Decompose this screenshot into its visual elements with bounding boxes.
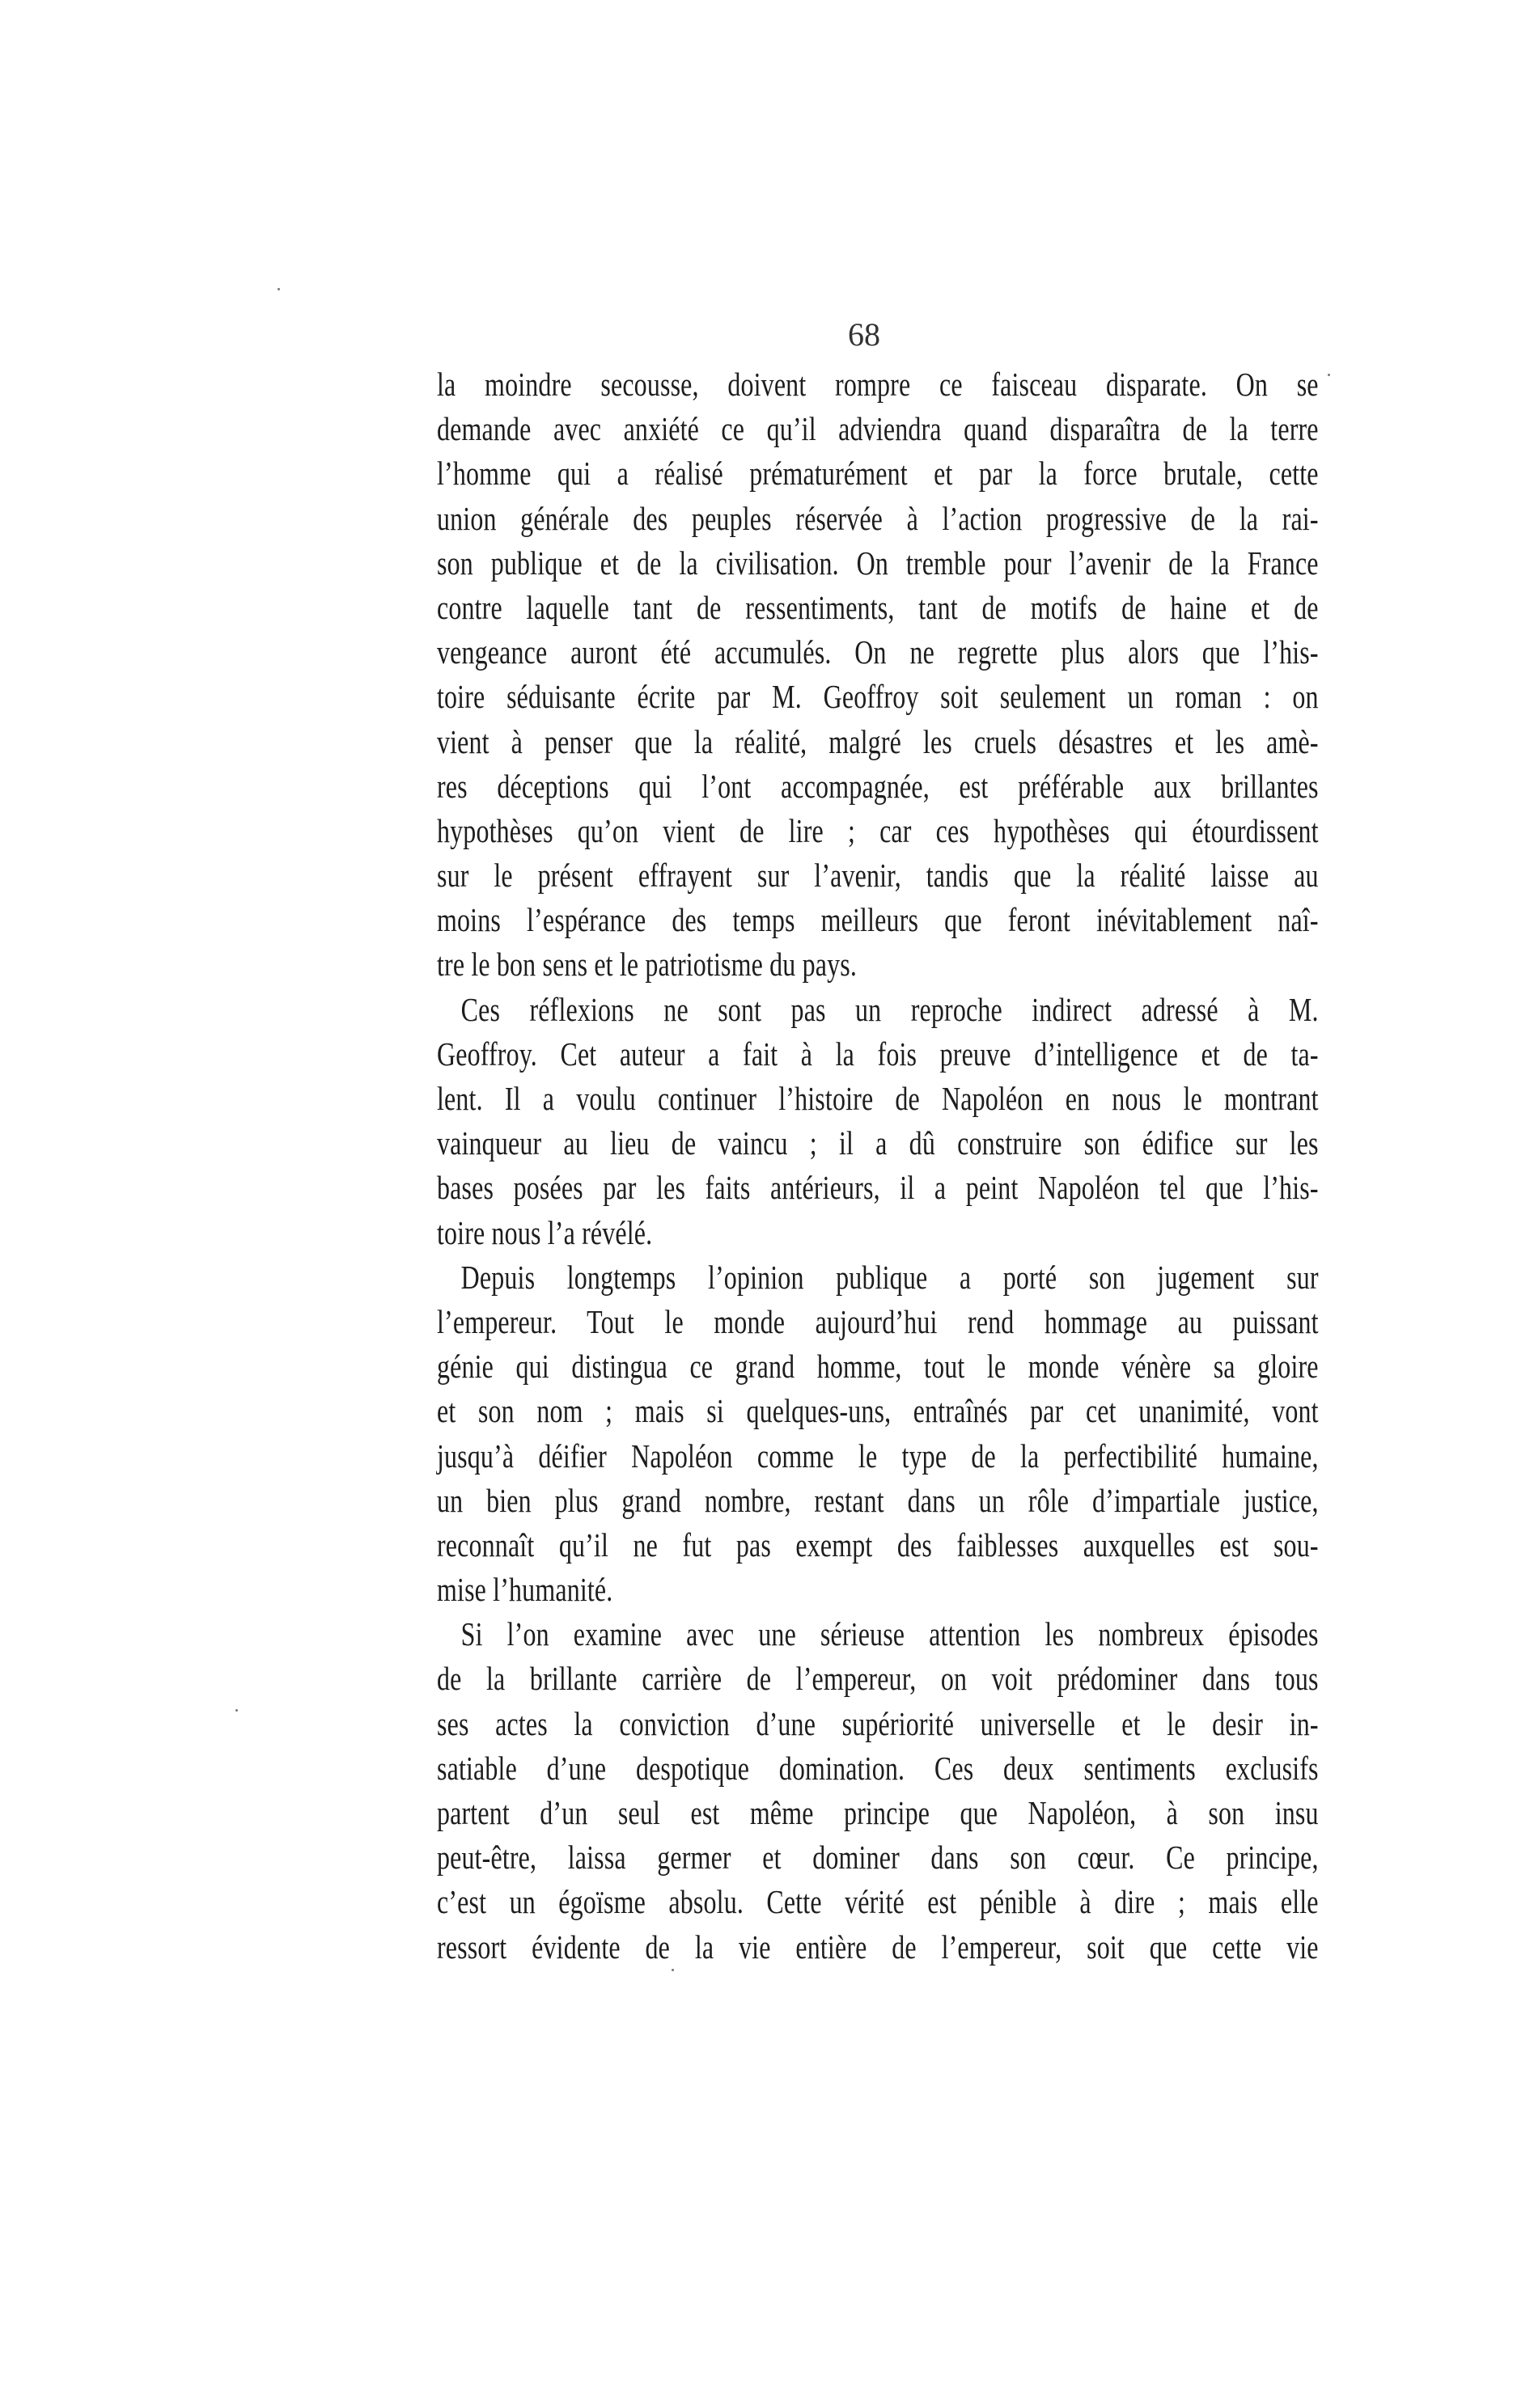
text-line: peut-être, laissa germer et dominer dans son cœur. Ce principe, [437,1839,1319,1877]
text-line: de la brillante carrière de l’empereur, on voit prédominer dans tous [437,1660,1319,1698]
text-line: l’empereur. Tout le monde aujourd’hui rend hommage au puissant [437,1302,1319,1340]
scan-speck [1328,374,1330,376]
text-line: et son nom ; mais si quelques-uns, entraînés par cet unanimité, vont [437,1392,1319,1430]
scan-speck [235,1709,238,1712]
text-line: c’est un égoïsme absolu. Cette vérité est pénible à dire ; mais elle [437,1883,1319,1921]
text-line: un bien plus grand nombre, restant dans un rôle d’impartiale justice, [437,1481,1319,1519]
text-line: génie qui distingua ce grand homme, tout le monde vénère sa gloire [437,1348,1319,1386]
text-line: Si l’on examine avec une sérieuse attention les nombreux épisodes [460,1615,1319,1653]
text-line: moins l’espérance des temps meilleurs que feront inévitablement naî- [437,901,1319,939]
text-line: jusqu’à déifier Napoléon comme le type de la perfectibilité humaine, [437,1437,1319,1475]
text-line: reconnaît qu’il ne fut pas exempt des faiblesses auxquelles est sou- [437,1526,1319,1564]
text-line: hypothèses qu’on vient de lire ; car ces hypothèses qui étourdissent [437,811,1319,849]
text-line: la moindre secousse, doivent rompre ce faisceau disparate. On se [437,366,1319,403]
text-line: Depuis longtemps l’opinion publique a porté son jugement sur [460,1258,1319,1296]
text-line: bases posées par les faits antérieurs, il a peint Napoléon tel que l’his- [437,1169,1319,1207]
text-line: son publique et de la civilisation. On tremble pour l’avenir de la France [437,544,1319,582]
text-line: mise l’humanité. [437,1571,613,1609]
text-line: toire nous l’a révélé. [437,1213,653,1251]
text-line: partent d’un seul est même principe que Napoléon, à son insu [437,1794,1319,1831]
text-line: sur le présent effrayent sur l’avenir, tandis que la réalité laisse au [437,857,1319,895]
text-line: vainqueur au lieu de vaincu ; il a dû construire son édifice sur les [437,1124,1319,1162]
text-line: l’homme qui a réalisé prématurément et par la force brutale, cette [437,455,1319,493]
text-line: vient à penser que la réalité, malgré les cruels désastres et les amè- [437,722,1319,760]
scan-speck [278,288,280,290]
text-line: tre le bon sens et le patriotisme du pays. [437,946,858,984]
text-line: satiable d’une despotique domination. Ces deux sentiments exclusifs [437,1749,1319,1787]
text-line: union générale des peuples réservée à l’action progressive de la rai- [437,499,1319,537]
text-line: Ces réflexions ne sont pas un reproche indirect adressé à M. [460,990,1319,1028]
text-line: ressort évidente de la vie entière de l’empereur, soit que cette vie [437,1928,1319,1966]
text-line: res déceptions qui l’ont accompagnée, est préférable aux brillantes [437,767,1319,805]
page-number: 68 [848,316,880,353]
text-line: toire séduisante écrite par M. Geoffroy soit seulement un roman : on [437,678,1319,716]
text-line: lent. Il a voulu continuer l’histoire de Napoléon en nous le montrant [437,1080,1319,1117]
text-line: Geoffroy. Cet auteur a fait à la fois preuve d’intelligence et de ta- [437,1035,1319,1073]
text-line: contre laquelle tant de ressentiments, tant de motifs de haine et de [437,588,1319,626]
text-line: demande avec anxiété ce qu’il adviendra quand disparaîtra de la terre [437,410,1319,448]
text-line: ses actes la conviction d’une supériorité universelle et le desir in- [437,1704,1319,1742]
scan-speck [672,1969,674,1971]
body-text [437,362,1319,1970]
text-line: vengeance auront été accumulés. On ne regrette plus alors que l’his- [437,633,1319,671]
